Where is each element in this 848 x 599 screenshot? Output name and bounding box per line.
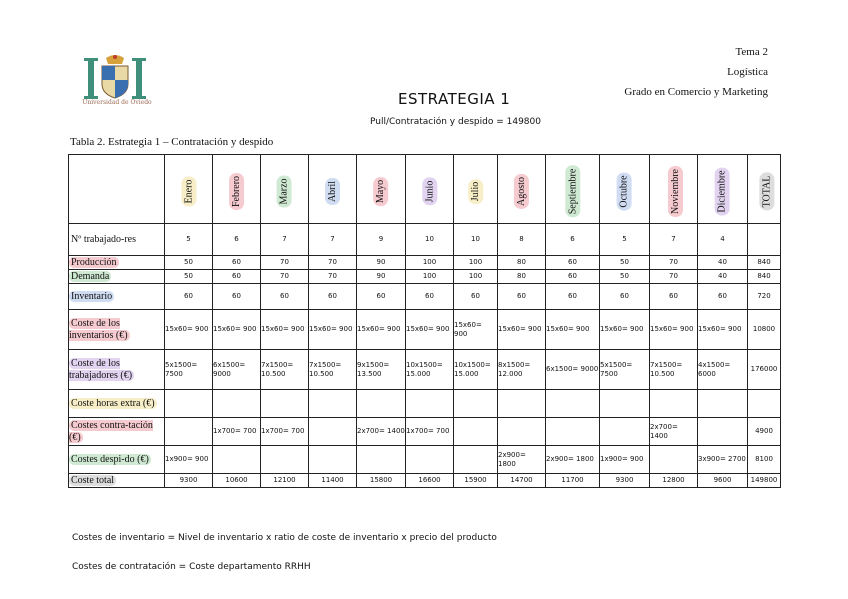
table-cell: 1x900= 900 bbox=[600, 446, 650, 474]
table-cell: 15x60= 900 bbox=[650, 310, 698, 350]
table-cell: 100 bbox=[454, 256, 498, 270]
month-label: Enero bbox=[181, 177, 196, 207]
table-cell: 16600 bbox=[406, 474, 454, 488]
row-label: Costes contra-tación (€) bbox=[69, 419, 153, 443]
table-cell: 15x60= 900 bbox=[261, 310, 309, 350]
table-caption: Tabla 2. Estrategia 1 – Contratación y despido bbox=[70, 136, 274, 148]
table-cell: 90 bbox=[357, 256, 406, 270]
table-cell: 70 bbox=[650, 256, 698, 270]
table-cell: 4900 bbox=[748, 418, 781, 446]
table-cell: 60 bbox=[600, 284, 650, 310]
month-header-agosto bbox=[498, 155, 546, 224]
month-label: Agosto bbox=[514, 174, 529, 209]
table-cell: 6 bbox=[213, 224, 261, 256]
table-cell: 5 bbox=[600, 224, 650, 256]
row-label: Coste de los trabajadores (€) bbox=[69, 357, 133, 381]
table-cell: 2x700= 1400 bbox=[357, 418, 406, 446]
table-cell bbox=[498, 418, 546, 446]
table-cell bbox=[698, 390, 748, 418]
table-cell bbox=[309, 446, 357, 474]
table-row bbox=[69, 270, 781, 284]
table-cell: 10 bbox=[406, 224, 454, 256]
asignatura-label: Logística bbox=[727, 66, 768, 78]
row-label-cell bbox=[69, 474, 165, 488]
table-cell: 15x60= 900 bbox=[357, 310, 406, 350]
table-cell bbox=[748, 390, 781, 418]
header-blank-cell bbox=[69, 155, 165, 224]
table-cell: 15x60= 900 bbox=[546, 310, 600, 350]
table-cell: 720 bbox=[748, 284, 781, 310]
table-cell bbox=[600, 418, 650, 446]
table-cell: 70 bbox=[261, 270, 309, 284]
table-cell: 60 bbox=[498, 284, 546, 310]
table-cell bbox=[650, 390, 698, 418]
table-cell: 100 bbox=[406, 270, 454, 284]
row-label-cell bbox=[69, 270, 165, 284]
month-header-mayo bbox=[357, 155, 406, 224]
row-label-cell bbox=[69, 310, 165, 350]
table-cell: 2x700= 1400 bbox=[650, 418, 698, 446]
table-cell: 60 bbox=[406, 284, 454, 310]
table-cell: 70 bbox=[309, 256, 357, 270]
table-cell bbox=[454, 418, 498, 446]
table-cell bbox=[357, 446, 406, 474]
table-cell: 9x1500= 13.500 bbox=[357, 350, 406, 390]
table-cell: 60 bbox=[546, 256, 600, 270]
month-header-junio bbox=[406, 155, 454, 224]
month-header-marzo bbox=[261, 155, 309, 224]
row-label-cell bbox=[69, 284, 165, 310]
table-cell: 70 bbox=[309, 270, 357, 284]
table-cell bbox=[406, 390, 454, 418]
table-cell: 60 bbox=[698, 284, 748, 310]
table-cell: 15x60= 900 bbox=[600, 310, 650, 350]
month-label: Diciembre bbox=[715, 167, 730, 215]
month-label: Noviembre bbox=[668, 166, 683, 217]
table-cell bbox=[748, 224, 781, 256]
table-cell: 9300 bbox=[165, 474, 213, 488]
month-label: TOTAL bbox=[759, 173, 774, 211]
month-label: Octubre bbox=[617, 172, 632, 210]
table-cell: 15x60= 900 bbox=[406, 310, 454, 350]
table-cell: 60 bbox=[213, 270, 261, 284]
row-label: Coste total bbox=[71, 474, 115, 486]
table-cell: 8100 bbox=[748, 446, 781, 474]
month-header-febrero bbox=[213, 155, 261, 224]
table-cell: 10800 bbox=[748, 310, 781, 350]
strategy-table bbox=[68, 154, 781, 488]
table-cell: 14700 bbox=[498, 474, 546, 488]
month-header-diciembre bbox=[698, 155, 748, 224]
table-cell: 7 bbox=[261, 224, 309, 256]
table-cell: 60 bbox=[213, 256, 261, 270]
table-row bbox=[69, 474, 781, 488]
table-cell: 40 bbox=[698, 270, 748, 284]
month-header-julio bbox=[454, 155, 498, 224]
table-cell: 70 bbox=[261, 256, 309, 270]
month-header-total bbox=[748, 155, 781, 224]
table-cell: 5 bbox=[165, 224, 213, 256]
table-cell: 840 bbox=[748, 256, 781, 270]
month-label: Febrero bbox=[229, 173, 244, 210]
table-cell: 2x900= 1800 bbox=[546, 446, 600, 474]
table-cell: 5x1500= 7500 bbox=[600, 350, 650, 390]
table-cell bbox=[165, 390, 213, 418]
page-title: ESTRATEGIA 1 bbox=[398, 90, 511, 108]
table-cell: 1x700= 700 bbox=[406, 418, 454, 446]
table-cell bbox=[309, 390, 357, 418]
table-cell: 60 bbox=[309, 284, 357, 310]
month-header-enero bbox=[165, 155, 213, 224]
month-label: Mayo bbox=[374, 177, 389, 206]
table-cell: 11700 bbox=[546, 474, 600, 488]
table-row bbox=[69, 310, 781, 350]
table-row bbox=[69, 418, 781, 446]
logo-caption: Universidad de Oviedo bbox=[82, 99, 152, 106]
row-label: Coste horas extra (€) bbox=[71, 397, 155, 409]
month-label: Abril bbox=[325, 178, 340, 205]
table-cell: 1x900= 900 bbox=[165, 446, 213, 474]
table-row bbox=[69, 256, 781, 270]
table-cell: 15x60= 900 bbox=[454, 310, 498, 350]
tema-label: Tema 2 bbox=[735, 46, 768, 58]
table-cell: 1x700= 700 bbox=[213, 418, 261, 446]
table-cell: 60 bbox=[213, 284, 261, 310]
table-cell bbox=[698, 418, 748, 446]
table-cell: 3x900= 2700 bbox=[698, 446, 748, 474]
table-cell: 100 bbox=[406, 256, 454, 270]
table-cell: 840 bbox=[748, 270, 781, 284]
month-label: Junio bbox=[422, 178, 437, 206]
table-cell: 6x1500= 9000 bbox=[213, 350, 261, 390]
table-cell bbox=[213, 446, 261, 474]
table-cell: 15x60= 900 bbox=[498, 310, 546, 350]
table-cell: 7x1500= 10.500 bbox=[309, 350, 357, 390]
table-row bbox=[69, 446, 781, 474]
table-cell: 6x1500= 9000 bbox=[546, 350, 600, 390]
table-cell: 10 bbox=[454, 224, 498, 256]
table-cell: 11400 bbox=[309, 474, 357, 488]
table-cell bbox=[650, 446, 698, 474]
table-cell: 7x1500= 10.500 bbox=[261, 350, 309, 390]
table-cell: 80 bbox=[498, 270, 546, 284]
table-cell: 60 bbox=[165, 284, 213, 310]
row-label: Coste de los inventarios (€) bbox=[69, 317, 128, 341]
table-cell: 40 bbox=[698, 256, 748, 270]
table-cell: 149800 bbox=[748, 474, 781, 488]
table-cell: 15x60= 900 bbox=[165, 310, 213, 350]
table-cell: 60 bbox=[454, 284, 498, 310]
row-label: Producción bbox=[71, 256, 117, 268]
table-cell: 9300 bbox=[600, 474, 650, 488]
table-cell: 70 bbox=[650, 270, 698, 284]
grado-label: Grado en Comercio y Marketing bbox=[624, 86, 768, 98]
month-label: Julio bbox=[468, 179, 483, 204]
table-cell: 8 bbox=[498, 224, 546, 256]
table-cell: 60 bbox=[546, 284, 600, 310]
row-label-cell bbox=[69, 256, 165, 270]
footer-note-hiring: Costes de contratación = Coste departamento RRHH bbox=[72, 562, 311, 572]
table-cell: 12100 bbox=[261, 474, 309, 488]
table-cell: 176000 bbox=[748, 350, 781, 390]
table-cell bbox=[213, 390, 261, 418]
table-row bbox=[69, 284, 781, 310]
table-cell bbox=[261, 446, 309, 474]
row-label: Inventario bbox=[71, 290, 113, 302]
table-cell bbox=[165, 418, 213, 446]
table-cell: 90 bbox=[357, 270, 406, 284]
month-label: Marzo bbox=[277, 175, 292, 207]
table-cell: 1x700= 700 bbox=[261, 418, 309, 446]
table-row bbox=[69, 224, 781, 256]
table-cell bbox=[498, 390, 546, 418]
month-header-abril bbox=[309, 155, 357, 224]
table-cell: 9 bbox=[357, 224, 406, 256]
table-cell: 50 bbox=[165, 256, 213, 270]
table-cell: 15x60= 900 bbox=[213, 310, 261, 350]
page-subtitle: Pull/Contratación y despido = 149800 bbox=[370, 117, 541, 127]
row-label: Nº trabajado-res bbox=[71, 233, 137, 245]
table-cell bbox=[309, 418, 357, 446]
table-cell bbox=[546, 390, 600, 418]
month-header-noviembre bbox=[650, 155, 698, 224]
month-header-octubre bbox=[600, 155, 650, 224]
row-label-cell bbox=[69, 446, 165, 474]
table-cell bbox=[600, 390, 650, 418]
table-cell bbox=[454, 390, 498, 418]
table-cell: 80 bbox=[498, 256, 546, 270]
table-cell: 4x1500= 6000 bbox=[698, 350, 748, 390]
row-label: Demanda bbox=[71, 270, 110, 282]
month-label: Septiembre bbox=[565, 166, 580, 218]
table-cell: 8x1500= 12.000 bbox=[498, 350, 546, 390]
table-cell: 6 bbox=[546, 224, 600, 256]
table-cell: 7 bbox=[650, 224, 698, 256]
table-cell bbox=[357, 390, 406, 418]
table-cell: 50 bbox=[165, 270, 213, 284]
table-cell: 7x1500= 10.500 bbox=[650, 350, 698, 390]
footer-note-inventory: Costes de inventario = Nivel de inventario x ratio de coste de inventario x precio del producto bbox=[72, 533, 497, 543]
row-label-cell bbox=[69, 350, 165, 390]
table-cell: 100 bbox=[454, 270, 498, 284]
table-cell bbox=[261, 390, 309, 418]
table-cell: 50 bbox=[600, 256, 650, 270]
row-label: Costes despi-do (€) bbox=[71, 453, 149, 465]
row-label-cell bbox=[69, 390, 165, 418]
table-cell: 15800 bbox=[357, 474, 406, 488]
table-cell: 12800 bbox=[650, 474, 698, 488]
table-cell: 10x1500= 15.000 bbox=[406, 350, 454, 390]
table-cell: 4 bbox=[698, 224, 748, 256]
row-label-cell bbox=[69, 418, 165, 446]
table-cell: 2x900= 1800 bbox=[498, 446, 546, 474]
table-row bbox=[69, 390, 781, 418]
table-cell: 60 bbox=[357, 284, 406, 310]
table-cell: 15x60= 900 bbox=[698, 310, 748, 350]
table-cell: 50 bbox=[600, 270, 650, 284]
table-cell: 15900 bbox=[454, 474, 498, 488]
table-cell bbox=[406, 446, 454, 474]
table-cell: 10600 bbox=[213, 474, 261, 488]
month-header-septiembre bbox=[546, 155, 600, 224]
table-cell: 15x60= 900 bbox=[309, 310, 357, 350]
table-cell: 10x1500= 15.000 bbox=[454, 350, 498, 390]
table-cell: 60 bbox=[261, 284, 309, 310]
table-cell bbox=[454, 446, 498, 474]
table-cell bbox=[546, 418, 600, 446]
row-label-cell bbox=[69, 224, 165, 256]
month-header-row bbox=[69, 155, 781, 224]
table-cell: 5x1500= 7500 bbox=[165, 350, 213, 390]
table-cell: 9600 bbox=[698, 474, 748, 488]
table-cell: 60 bbox=[650, 284, 698, 310]
table-cell: 7 bbox=[309, 224, 357, 256]
table-cell: 60 bbox=[546, 270, 600, 284]
table-row bbox=[69, 350, 781, 390]
